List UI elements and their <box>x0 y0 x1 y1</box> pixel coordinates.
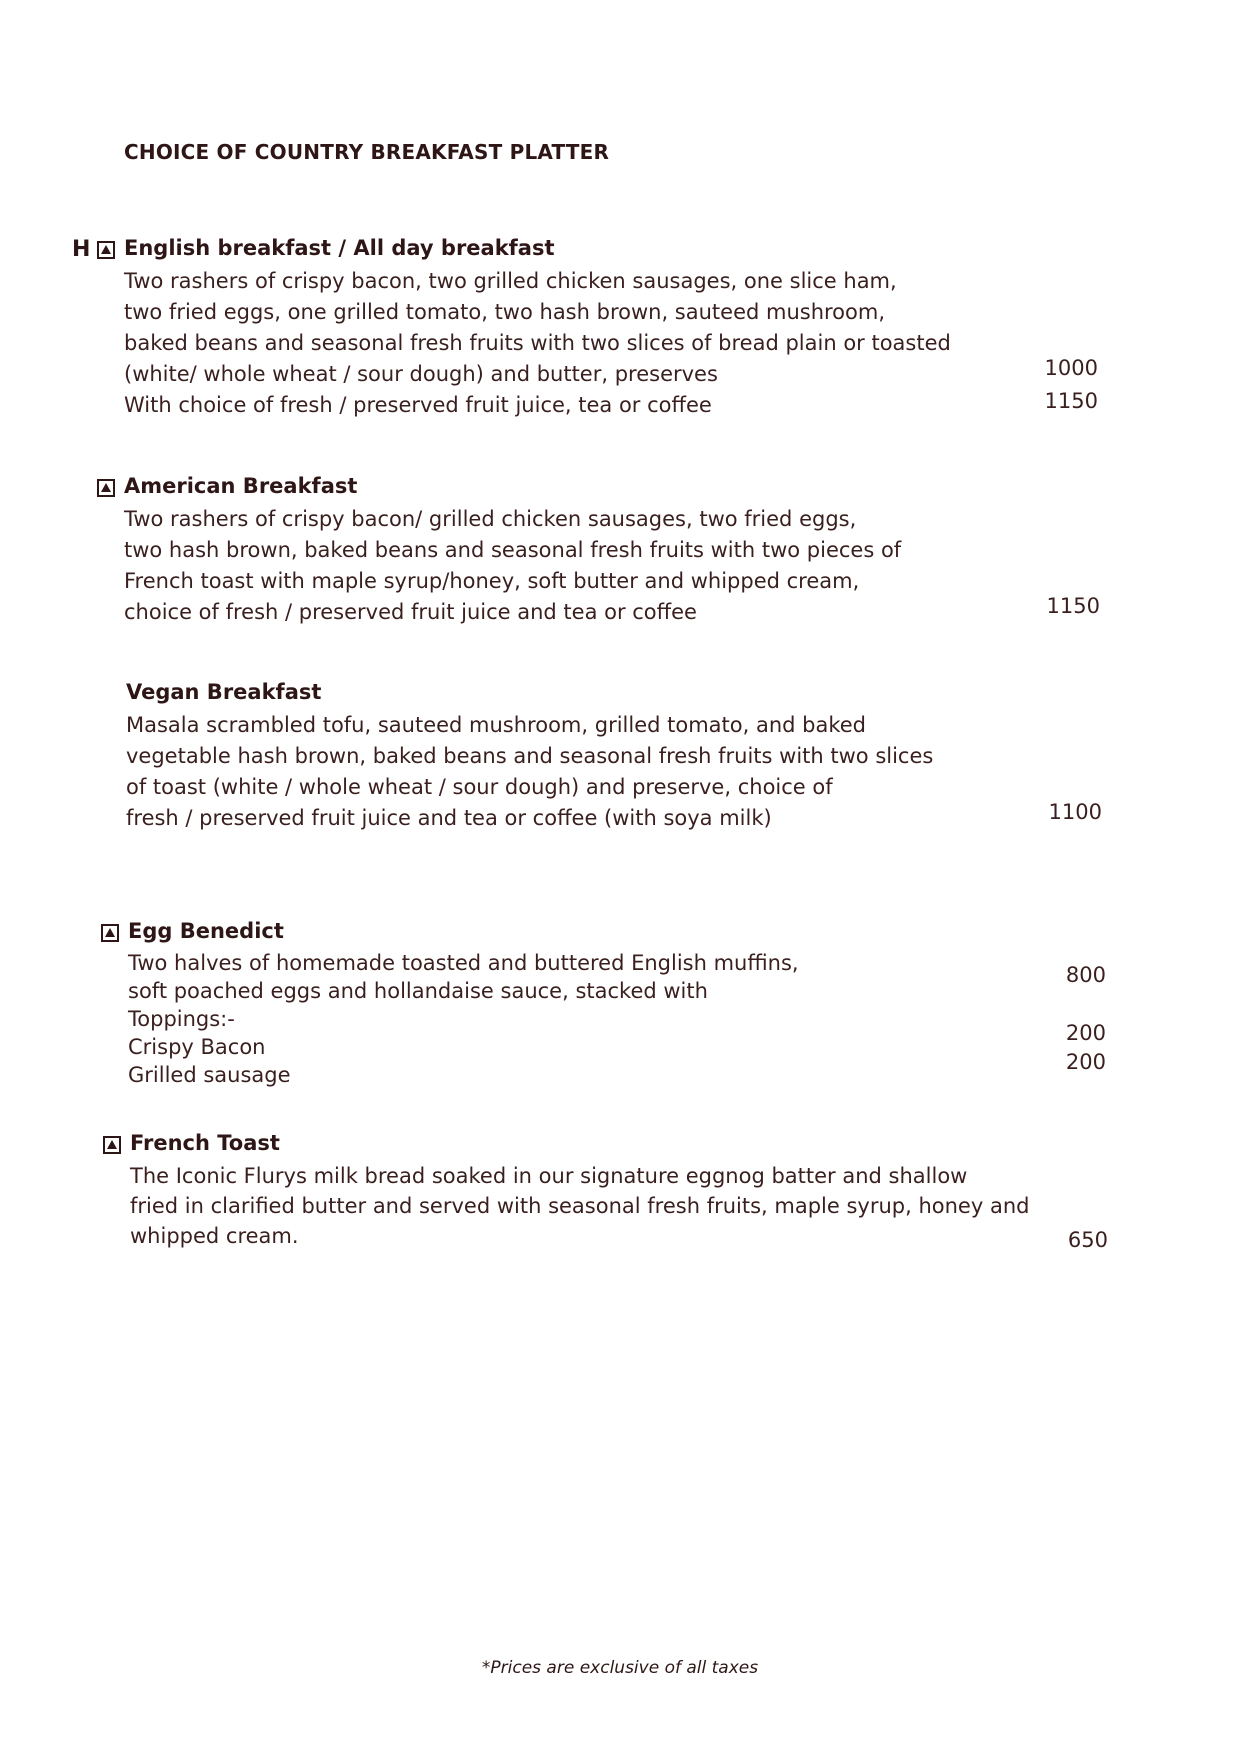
item-header <box>72 236 951 266</box>
price: 1150 <box>1046 594 1100 618</box>
non-veg-icon <box>97 241 115 259</box>
description-line: vegetable hash brown, baked beans and seasonal fresh fruits with two slices <box>126 744 934 768</box>
description-line: (white/ whole wheat / sour dough) and butter, preserves <box>124 362 718 386</box>
non-veg-icon <box>97 479 115 497</box>
description-line: whipped cream. <box>130 1224 299 1248</box>
price: 200 <box>1065 1050 1106 1074</box>
price: 1100 <box>1048 800 1102 824</box>
description-line: Two halves of homemade toasted and buttered English muffins, <box>128 951 799 975</box>
menu-item-english-breakfast <box>72 236 951 421</box>
description-line: choice of fresh / preserved fruit juice and tea or coffee <box>124 600 697 624</box>
item-header <box>126 680 933 710</box>
menu-item-american-breakfast <box>124 474 901 628</box>
description-line: Grilled sausage <box>128 1063 291 1087</box>
house-special-mark: H <box>72 237 91 262</box>
menu-item-vegan-breakfast <box>126 680 933 834</box>
description-line: The Iconic Flurys milk bread soaked in our signature eggnog batter and shallow <box>130 1164 968 1188</box>
description-line: baked beans and seasonal fresh fruits with two slices of bread plain or toasted <box>124 331 951 355</box>
item-name: Egg Benedict <box>128 919 284 943</box>
description-line: two fried eggs, one grilled tomato, two hash brown, sauteed mushroom, <box>124 300 886 324</box>
price: 650 <box>1067 1228 1108 1252</box>
description-line: fried in clarified butter and served with seasonal fresh fruits, maple syrup, honey and <box>130 1194 1030 1218</box>
non-veg-icon <box>103 1136 121 1154</box>
item-header <box>124 474 901 504</box>
description-line: Crispy Bacon <box>128 1035 266 1059</box>
price: 1150 <box>1044 389 1098 413</box>
item-name: American Breakfast <box>124 474 358 498</box>
price: 200 <box>1065 1021 1106 1045</box>
menu-item-french-toast <box>130 1131 1029 1251</box>
item-name: French Toast <box>130 1131 280 1155</box>
description-line: Two rashers of crispy bacon/ grilled chicken sausages, two fried eggs, <box>124 507 857 531</box>
non-veg-icon <box>101 924 119 942</box>
item-header <box>128 919 799 949</box>
description-line: Two rashers of crispy bacon, two grilled chicken sausages, one slice ham, <box>124 269 897 293</box>
tax-footnote: *Prices are exclusive of all taxes <box>481 1658 759 1678</box>
description-line: Toppings:- <box>128 1007 235 1031</box>
description-line: With choice of fresh / preserved fruit juice, tea or coffee <box>124 393 712 417</box>
item-name: English breakfast / All day breakfast <box>124 236 555 260</box>
item-name: Vegan Breakfast <box>126 680 322 704</box>
menu-item-egg-benedict <box>128 919 799 1089</box>
description-line: French toast with maple syrup/honey, soft butter and whipped cream, <box>124 569 860 593</box>
page-heading: CHOICE OF COUNTRY BREAKFAST PLATTER <box>124 140 610 164</box>
description-line: Masala scrambled tofu, sauteed mushroom, grilled tomato, and baked <box>126 713 867 737</box>
item-header <box>130 1131 1029 1161</box>
description-line: of toast (white / whole wheat / sour dough) and preserve, choice of <box>126 775 833 799</box>
description-line: soft poached eggs and hollandaise sauce, stacked with <box>128 979 708 1003</box>
price: 800 <box>1065 963 1106 987</box>
description-line: fresh / preserved fruit juice and tea or coffee (with soya milk) <box>126 806 772 830</box>
price: 1000 <box>1044 356 1098 380</box>
description-line: two hash brown, baked beans and seasonal fresh fruits with two pieces of <box>124 538 902 562</box>
